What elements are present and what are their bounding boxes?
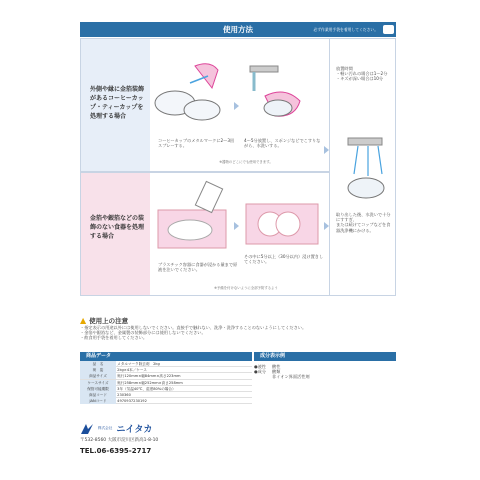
section-plain-dish-category: 金箔や銀箔などの装飾のない食器を処理する場合 <box>90 215 145 240</box>
cup-spray-illustration <box>150 58 230 128</box>
section-gold-cup-step1: コーヒーカップのメタルマークに2～3回スプレーする。 <box>158 138 235 149</box>
glove-icon <box>383 25 394 34</box>
product-data-table <box>80 352 252 404</box>
table-row: ●液性 酸性 <box>254 364 281 369</box>
section-gold-cup-step2: 4～5分放置し、スポンジなどでこすりながら、水洗いする。 <box>244 138 321 149</box>
table-row: 荷 姿 2kg×4本／ケース <box>80 367 252 373</box>
step-arrow-icon <box>324 222 329 230</box>
table-row: 品 名 メタルマーク除去剤 2kg <box>80 361 252 367</box>
usage-title: 使用方法 <box>223 25 253 34</box>
table-row: JANコード 4970937230192 <box>80 398 252 404</box>
soak-pour-illustration <box>150 180 232 254</box>
warnings-header <box>80 316 396 325</box>
table-row: 商品サイズ 奥行120mm×幅84mm×高さ223mm <box>80 373 252 379</box>
warning-item: ・金箔や銀箔など、金属製の装飾部分には使用しないでください。 <box>80 330 206 336</box>
components-title: 成分表示例 <box>254 352 396 361</box>
section-plain-dish-footnote: ※予備を付けないように全部予防するよう <box>214 286 278 290</box>
step-arrow-icon <box>234 102 239 110</box>
soak-wait-illustration <box>242 190 322 250</box>
glove-note: 必ず作業用手袋を着用してください。 <box>313 27 378 32</box>
product-data-title: 商品データ <box>80 352 252 361</box>
warning-icon: ▲ <box>80 316 87 325</box>
section-gold-cup-footnote: ※器物のどこにでも使用できます。 <box>219 160 273 164</box>
company-logo <box>80 422 152 435</box>
step-arrow-icon <box>234 222 239 230</box>
warnings-title: 使用上の注意 <box>89 317 129 325</box>
rinse-text: 取り出した後、水洗いで十分にすすぎ、 または続けてコップなどを食器洗浄機にかける。 <box>336 212 391 233</box>
warning-item: ・指定表示の用途以外には使用しないでください。直接手で触れない、洗浄・洗浄することのないようにしてください。 <box>80 325 307 330</box>
company-logo-icon <box>80 423 94 435</box>
warning-item: ・飲食用手袋を着用してください。 <box>80 335 148 341</box>
company-brand: ニイタカ <box>116 425 153 435</box>
faucet-rinse-illustration <box>338 136 392 206</box>
usage-header <box>80 22 396 37</box>
table-row: ケースサイズ 奥行258mm×幅252mm×高さ258mm <box>80 380 252 386</box>
cup-rinse-illustration <box>240 56 320 128</box>
section-plain-dish-step2: その中に5分以上（30分以内）浸け置きしてください。 <box>244 254 324 265</box>
company-tel: TEL.06-6395-2717 <box>80 447 152 455</box>
section-gold-cup-category: 外側や縁に金箔装飾があるコーヒーカップ・ティーカップを処理する場合 <box>90 86 145 120</box>
table-row: 保管可能期限 3年（気温40℃、湿度80%の場合） <box>80 386 252 392</box>
step-arrow-icon <box>324 146 329 154</box>
table-row: 商品コード 230360 <box>80 392 252 398</box>
warnings-block <box>80 316 396 341</box>
company-prefix: 株式会社 <box>98 426 113 430</box>
table-row: ●成分 酸類 非イオン界面活性剤 <box>254 369 310 380</box>
components-table <box>254 352 396 380</box>
soak-time-text: 放置時間 ・軽い汚れの場合は1～2分 ・キズが深い場合は10分 <box>336 66 388 82</box>
company-address: 〒532-8560 大阪市淀川区新高1-8-10 <box>80 438 159 443</box>
section-plain-dish-step1: プラスチック容器に食器が浸かる量まで原液を注いでください。 <box>158 262 238 273</box>
